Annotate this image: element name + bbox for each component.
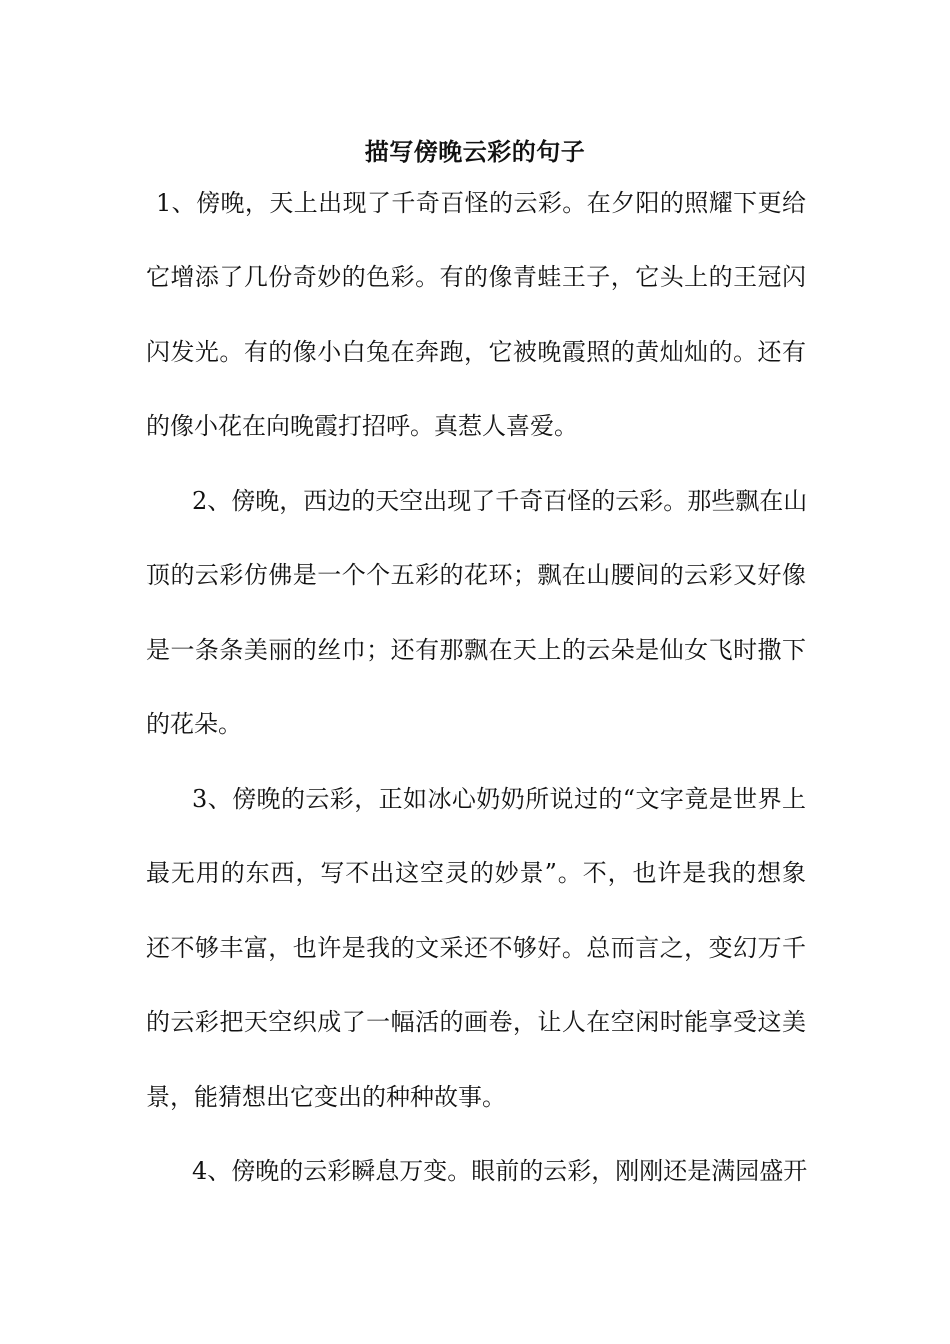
paragraph-4-line-1: 4、傍晚的云彩瞬息万变。眼前的云彩，刚刚还是满园盛开 xyxy=(192,1157,808,1185)
paragraph-2-line-1: 2、傍晚，西边的天空出现了千奇百怪的云彩。那些飘在山 xyxy=(192,487,808,515)
paragraph-1-line-3: 闪发光。有的像小白兔在奔跑，它被晚霞照的黄灿灿的。还有 xyxy=(146,338,806,366)
paragraph-3-line-2: 最无用的东西，写不出这空灵的妙景”。不，也许是我的想象 xyxy=(146,859,806,887)
paragraph-2-line-3: 是一条条美丽的丝巾；还有那飘在天上的云朵是仙女飞时撒下 xyxy=(146,636,806,664)
paragraph-1-line-1: 1、傍晚，天上出现了千奇百怪的云彩。在夕阳的照耀下更给 xyxy=(156,189,806,217)
paragraph-3-line-3: 还不够丰富，也许是我的文采还不够好。总而言之，变幻万千 xyxy=(146,934,806,962)
paragraph-3-line-1: 3、傍晚的云彩，正如冰心奶奶所说过的“文字竟是世界上 xyxy=(192,785,806,813)
paragraph-1-line-2: 它增添了几份奇妙的色彩。有的像青蛙王子，它头上的王冠闪 xyxy=(146,263,806,291)
paragraph-3-line-5: 景，能猜想出它变出的种种故事。 xyxy=(146,1083,506,1111)
page-title: 描写傍晚云彩的句子 xyxy=(364,137,586,166)
paragraph-2-line-4: 的花朵。 xyxy=(146,710,242,738)
paragraph-3-line-4: 的云彩把天空织成了一幅活的画卷，让人在空闲时能享受这美 xyxy=(146,1008,806,1036)
paragraph-2-line-2: 顶的云彩仿佛是一个个五彩的花环；飘在山腰间的云彩又好像 xyxy=(146,561,806,589)
paragraph-1-line-4: 的像小花在向晚霞打招呼。真惹人喜爱。 xyxy=(146,412,578,440)
